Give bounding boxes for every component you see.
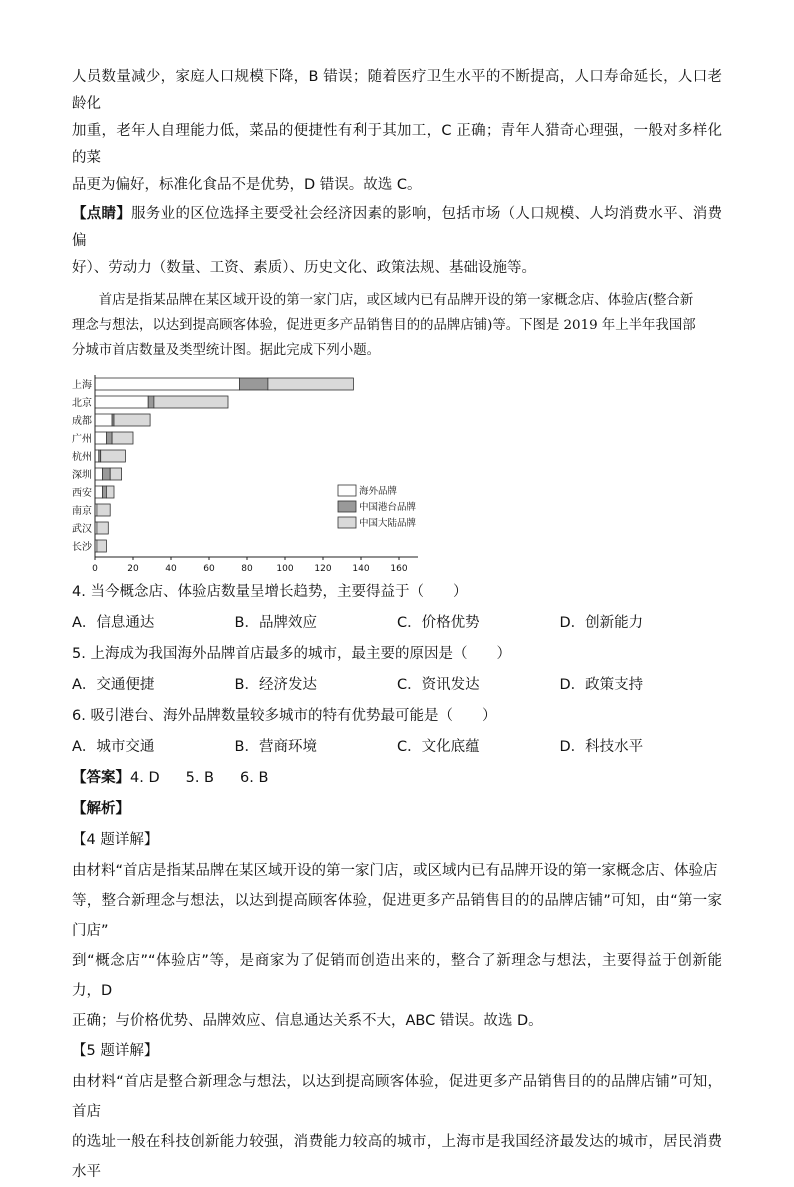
material-line: 理念与想法，以达到提高顾客体验，促进更多产品销售目的的品牌店铺)等。下图是 2019 年上半年我国部 — [72, 318, 696, 333]
question-4 — [72, 577, 722, 639]
option-d[interactable]: D．创新能力 — [559, 615, 644, 631]
bar-segment — [239, 378, 268, 390]
option-a[interactable]: A．信息通达 — [72, 615, 155, 631]
x-tick-label: 160 — [390, 564, 408, 571]
intro-line: 人员数量减少，家庭人口规模下降，B 错误；随着医疗卫生水平的不断提高，人口寿命延长，人口老龄化 — [72, 69, 722, 112]
question-stem: 5. 上海成为我国海外品牌首店最多的城市，最主要的原因是（ ） — [72, 646, 511, 662]
detail-line: 由材料“首店是指某品牌在某区域开设的第一家门店，或区域内已有品牌开设的第一家概念店、体验店 — [72, 863, 718, 879]
city-label: 武汉 — [72, 524, 92, 535]
bar-segment — [268, 378, 354, 390]
tip-line: 服务业的区位选择主要受社会经济因素的影响，包括市场（人口规模、人均消费水平、消费偏 — [72, 206, 723, 249]
first-store-chart — [72, 371, 432, 571]
intro-line: 品更为偏好，标准化食品不是优势，D 错误。故选 C。 — [72, 177, 422, 193]
detail-line: 的选址一般在科技创新能力较强，消费能力较高的城市，上海市是我国经济最发达的城市，居民消费水平 — [72, 1134, 722, 1180]
option-row — [72, 732, 722, 763]
option-b[interactable]: B．经济发达 — [234, 677, 317, 693]
material-paragraph — [72, 288, 722, 363]
city-label: 深圳 — [72, 470, 92, 481]
option-b[interactable]: B．品牌效应 — [234, 615, 317, 631]
option-a[interactable]: A．城市交通 — [72, 739, 155, 755]
intro-paragraph — [72, 64, 722, 199]
x-tick-label: 20 — [127, 564, 139, 571]
detail5-label: 【5 题详解】 — [72, 1043, 159, 1059]
bar-segment — [97, 522, 108, 534]
bar-segment — [95, 432, 106, 444]
bar-segment — [95, 396, 148, 408]
question-stem: 4. 当今概念店、体验店数量呈增长趋势，主要得益于（ ） — [72, 584, 468, 600]
question-6 — [72, 701, 722, 763]
question-stem: 6. 吸引港台、海外品牌数量较多城市的特有优势最可能是（ ） — [72, 708, 497, 724]
detail4-label: 【4 题详解】 — [72, 832, 159, 848]
bar-segment — [97, 540, 107, 552]
legend-label: 中国大陆品牌 — [359, 518, 417, 529]
city-label: 南京 — [72, 506, 92, 517]
bar-segment — [95, 378, 239, 390]
bar-segment — [112, 432, 133, 444]
intro-line: 加重，老年人自理能力低，菜品的便捷性有利于其加工，C 正确；青年人猎奇心理强，一般对多样化的菜 — [72, 123, 722, 166]
answer-line — [72, 763, 722, 794]
legend-label: 中国港台品牌 — [359, 502, 417, 513]
answer-value: 5. B — [185, 770, 215, 786]
city-label: 上海 — [72, 380, 92, 391]
detail-line: 到“概念店”“体验店”等，是商家为了促销而创造出来的，整合了新理念与想法，主要得益于创新能力，D — [72, 953, 722, 999]
detail5-body — [72, 1067, 722, 1187]
material-line: 首店是指某品牌在某区域开设的第一家门店，或区域内已有品牌开设的第一家概念店、体验店(整合新 — [98, 293, 694, 308]
tip-line: 好）、劳动力（数量、工资、素质）、历史文化、政策法规、基础设施等。 — [72, 260, 536, 276]
bar-segment — [101, 450, 126, 462]
bar-segment — [110, 468, 121, 480]
bar-chart-svg — [72, 371, 432, 571]
option-d[interactable]: D．科技水平 — [559, 739, 644, 755]
legend-swatch — [338, 501, 356, 512]
bar-segment — [95, 414, 112, 426]
answer-value: 4. D — [130, 770, 160, 786]
detail-line: 由材料“首店是整合新理念与想法，以达到提高顾客体验，促进更多产品销售目的的品牌店铺”可知，首店 — [72, 1074, 722, 1120]
option-b[interactable]: B．营商环境 — [234, 739, 317, 755]
bar-segment — [97, 504, 110, 516]
detail4-body — [72, 856, 722, 1036]
tip-label: 【点睛】 — [72, 206, 132, 222]
answer-label: 【答案】 — [72, 770, 130, 786]
answer-value: 6. B — [240, 770, 269, 786]
option-c[interactable]: C．文化底蕴 — [397, 739, 480, 755]
x-tick-label: 0 — [92, 564, 98, 571]
question-5 — [72, 639, 722, 701]
x-tick-label: 140 — [352, 564, 370, 571]
detail-line: 正确；与价格优势、品牌效应、信息通达关系不大，ABC 错误。故选 D。 — [72, 1013, 543, 1029]
bar-segment — [154, 396, 228, 408]
legend-swatch — [338, 517, 356, 528]
bar-segment — [148, 396, 154, 408]
analysis-label: 【解析】 — [72, 801, 130, 817]
bar-segment — [103, 486, 107, 498]
city-label: 北京 — [72, 398, 92, 409]
x-tick-label: 100 — [276, 564, 294, 571]
city-label: 杭州 — [72, 452, 92, 463]
legend-swatch — [338, 485, 356, 496]
x-tick-label: 60 — [203, 564, 215, 571]
bar-segment — [114, 414, 150, 426]
document-page — [72, 64, 722, 1187]
option-c[interactable]: C．价格优势 — [397, 615, 480, 631]
city-label: 西安 — [72, 488, 92, 499]
option-a[interactable]: A．交通便捷 — [72, 677, 155, 693]
material-line: 分城市首店数量及类型统计图。据此完成下列小题。 — [72, 343, 380, 358]
bar-segment — [95, 450, 99, 462]
bar-segment — [106, 432, 112, 444]
city-label: 成都 — [72, 416, 92, 427]
detail-line: 等，整合新理念与想法，以达到提高顾客体验，促进更多产品销售目的的品牌店铺”可知，由“第一家门店” — [72, 893, 722, 939]
x-tick-label: 120 — [314, 564, 332, 571]
x-tick-label: 40 — [165, 564, 177, 571]
option-row — [72, 670, 722, 701]
bar-segment — [95, 468, 103, 480]
x-tick-label: 80 — [241, 564, 253, 571]
option-c[interactable]: C．资讯发达 — [397, 677, 480, 693]
legend-label: 海外品牌 — [359, 486, 398, 497]
bar-segment — [95, 486, 103, 498]
option-d[interactable]: D．政策支持 — [559, 677, 644, 693]
city-label: 长沙 — [72, 542, 92, 553]
city-label: 广州 — [72, 434, 92, 445]
option-row — [72, 608, 722, 639]
bar-segment — [106, 486, 114, 498]
bar-segment — [103, 468, 111, 480]
tip-paragraph — [72, 201, 722, 282]
